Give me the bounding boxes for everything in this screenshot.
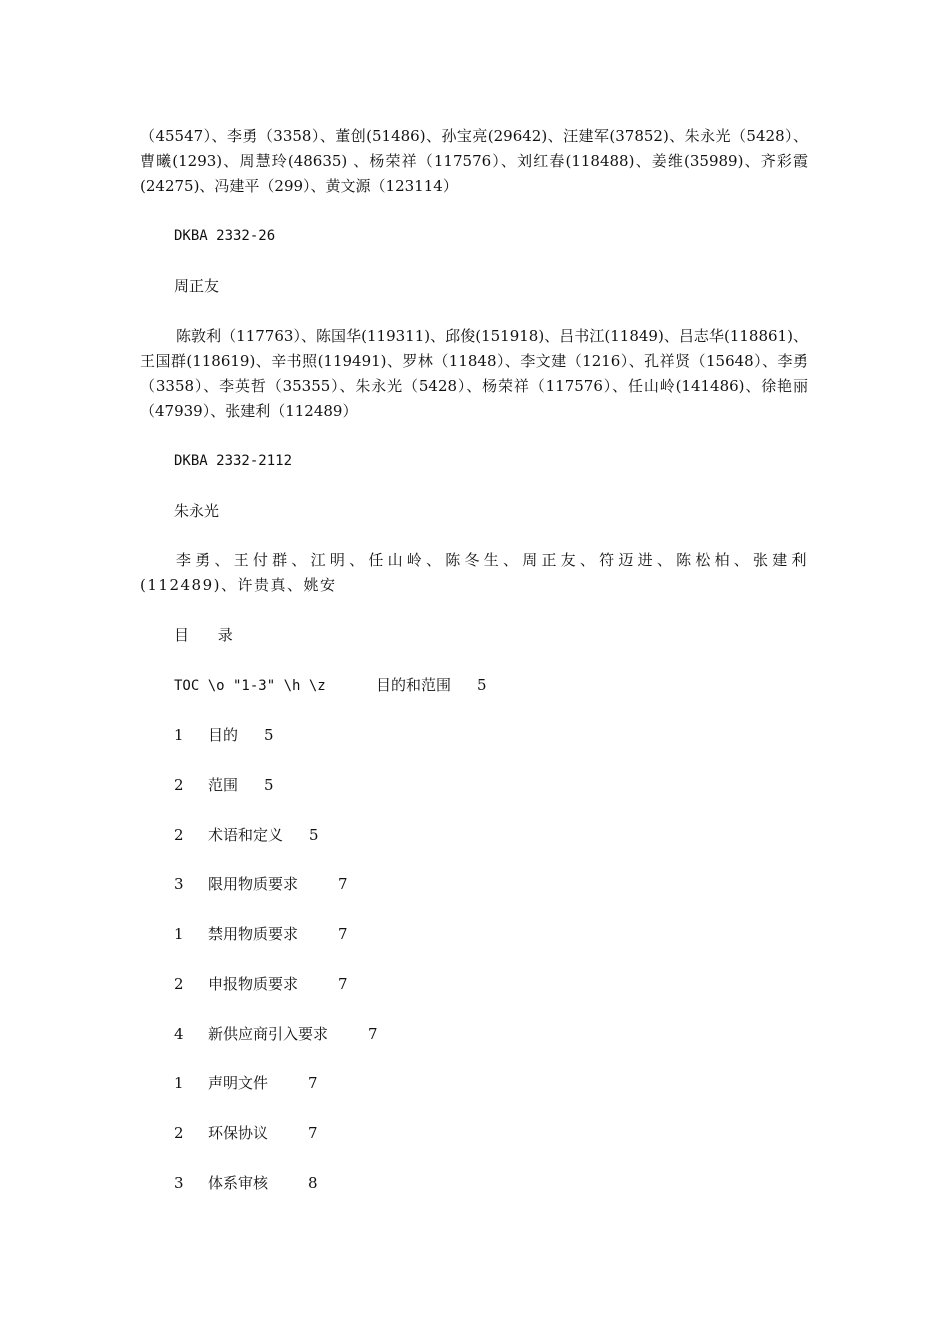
toc-entry bbox=[174, 1022, 378, 1047]
toc-entry-number: 3 bbox=[174, 875, 184, 893]
toc-entry-page: 5 bbox=[309, 826, 319, 844]
toc-entry-title: 目的和范围 bbox=[376, 676, 452, 694]
toc-entry bbox=[174, 773, 274, 798]
toc-entry-title: 体系审核 bbox=[208, 1174, 269, 1192]
toc-entry bbox=[174, 1171, 318, 1196]
toc-entry-number: 2 bbox=[174, 826, 184, 844]
toc-entry-page: 7 bbox=[338, 875, 348, 893]
toc-entry bbox=[174, 872, 348, 897]
toc-entry-title: 新供应商引入要求 bbox=[208, 1025, 329, 1043]
toc-entry-page: 7 bbox=[308, 1124, 318, 1142]
toc-entry-number: 1 bbox=[174, 925, 184, 943]
toc-entry bbox=[174, 673, 487, 699]
toc-entry-title: 术语和定义 bbox=[208, 826, 284, 844]
toc-entry-title: 申报物质要求 bbox=[208, 975, 299, 993]
toc-entry-title: 禁用物质要求 bbox=[208, 925, 299, 943]
toc-entry-number: 1 bbox=[174, 1074, 184, 1092]
toc-entry-title: 限用物质要求 bbox=[208, 875, 299, 893]
toc-entry bbox=[174, 1071, 318, 1096]
toc-entry-number: 2 bbox=[174, 1124, 184, 1142]
toc-entry-number: 1 bbox=[174, 726, 184, 744]
doc-code-1: DKBA 2332-26 bbox=[174, 228, 276, 244]
participants-paragraph-2: 陈敦利（117763）、陈国华(119311)、邱俊(151918)、吕书江(11849)、吕志华(118861)、王国群(118619)、辛书照(119491)、罗林（11848）、李文建（1216）、孔祥贤（15648）、李勇（3358）、李英哲（35355）、朱永光（5428）、杨荣祥（117576）、任山岭(141486)、徐艳丽（47939）、张建利（112489） bbox=[140, 327, 808, 420]
toc-entry-number: 2 bbox=[174, 975, 184, 993]
toc-entry-title: 环保协议 bbox=[208, 1124, 269, 1142]
doc-code-2: DKBA 2332-2112 bbox=[174, 453, 293, 469]
owner-2: 朱永光 bbox=[174, 502, 220, 520]
participants-paragraph-1: （45547）、李勇（3358）、董创(51486)、孙宝亮(29642)、汪建军(37852)、朱永光（5428）、曹曦(1293)、周慧玲(48635) 、杨荣祥（117576）、刘红春(118488)、姜维(35989)、齐彩霞(24275)、冯建平（299）、黄文源（123114） bbox=[140, 127, 808, 195]
toc-entry-number: 2 bbox=[174, 776, 184, 794]
toc-field-code: TOC \o "1-3" \h \z bbox=[174, 678, 326, 694]
toc-entry-page: 7 bbox=[308, 1074, 318, 1092]
toc-entry bbox=[174, 823, 319, 848]
toc-entry-page: 7 bbox=[338, 925, 348, 943]
toc-entry bbox=[174, 1121, 318, 1146]
toc-entry-page: 5 bbox=[477, 676, 487, 694]
toc-entry-page: 8 bbox=[308, 1174, 318, 1192]
toc-entry-title: 声明文件 bbox=[208, 1074, 269, 1092]
toc-entry bbox=[174, 922, 348, 947]
owner-1: 周正友 bbox=[174, 277, 220, 295]
toc-entry-number: 3 bbox=[174, 1174, 184, 1192]
toc-entry-number: 4 bbox=[174, 1025, 184, 1043]
toc-entry-page: 5 bbox=[264, 776, 274, 794]
toc-entry-page: 7 bbox=[368, 1025, 378, 1043]
toc-entry-page: 5 bbox=[264, 726, 274, 744]
toc-entry-page: 7 bbox=[338, 975, 348, 993]
toc-entry-title: 范围 bbox=[208, 776, 239, 794]
toc-heading: 目 录 bbox=[174, 626, 245, 644]
participants-paragraph-3: 李勇、王付群、江明、任山岭、陈冬生、周正友、符迈进、陈松柏、张建利(112489)、许贵真、姚安 bbox=[140, 551, 808, 594]
toc-entry-title: 目的 bbox=[208, 726, 239, 744]
toc-entry bbox=[174, 972, 348, 997]
toc-entry bbox=[174, 723, 274, 748]
